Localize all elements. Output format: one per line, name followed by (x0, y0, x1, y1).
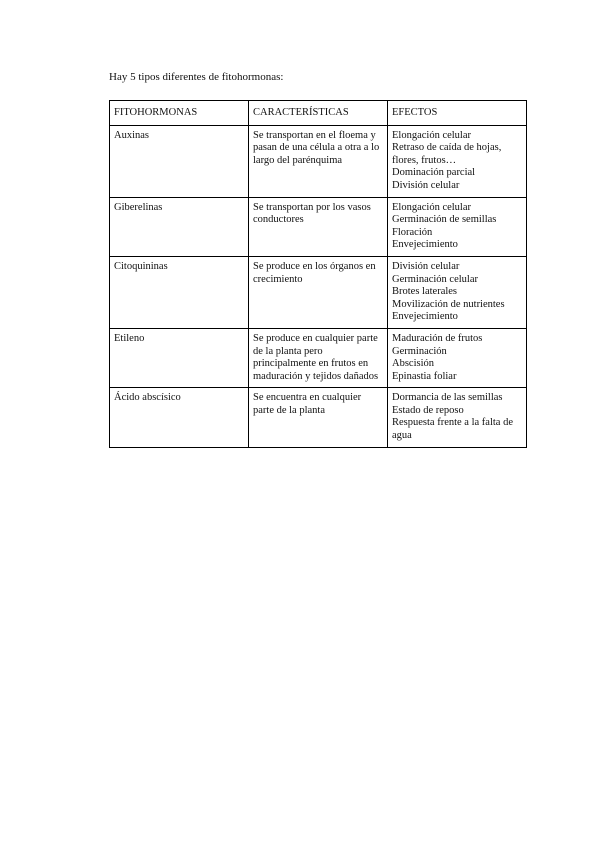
effect-item: División celular (392, 260, 460, 272)
hormone-effects (388, 256, 527, 328)
effect-item: Brotes laterales (392, 286, 458, 298)
effect-item: División celular (392, 179, 460, 191)
hormone-name: Ácido abscísico (110, 388, 249, 447)
hormone-name: Auxinas (110, 125, 249, 197)
header-effects: EFECTOS (388, 101, 527, 126)
table-row (110, 388, 527, 447)
effect-item: Germinación de semillas (392, 214, 497, 226)
effect-item: Envejecimiento (392, 311, 458, 323)
effect-item: Respuesta frente a la falta de agua (392, 417, 513, 442)
header-characteristics: CARACTERÍSTICAS (249, 101, 388, 126)
effect-item: Floración (392, 226, 433, 238)
table-row (110, 328, 527, 387)
hormone-characteristics: Se produce en los órganos en crecimiento (249, 256, 388, 328)
table-row (110, 197, 527, 256)
effect-item: Elongación celular (392, 129, 472, 141)
hormone-characteristics: Se encuentra en cualquier parte de la planta (249, 388, 388, 447)
effect-item: Estado de reposo (392, 404, 464, 416)
effect-item: Germinación (392, 345, 447, 357)
effect-item: Movilización de nutrientes (392, 298, 505, 310)
phytohormones-table (109, 100, 527, 448)
effect-item: Epinastia foliar (392, 370, 457, 382)
hormone-characteristics: Se transportan por los vasos conductores (249, 197, 388, 256)
effect-item: Envejecimiento (392, 239, 458, 251)
effect-item: Dominación parcial (392, 167, 476, 179)
hormone-effects (388, 197, 527, 256)
hormone-name: Citoquininas (110, 256, 249, 328)
hormone-effects (388, 125, 527, 197)
hormone-effects (388, 388, 527, 447)
effect-item: Germinación celular (392, 273, 478, 285)
effect-item: Abscisión (392, 358, 434, 370)
intro-text: Hay 5 tipos diferentes de fitohormonas: (109, 71, 284, 83)
effect-item: Elongación celular (392, 201, 472, 213)
hormone-characteristics: Se transportan en el floema y pasan de una célula a otra a lo largo del parénquima (249, 125, 388, 197)
hormone-name: Giberelinas (110, 197, 249, 256)
effect-item: Dormancia de las semillas (392, 392, 503, 404)
hormone-characteristics: Se produce en cualquier parte de la planta pero principalmente en frutos en maduración y tejidos dañados (249, 328, 388, 387)
effect-item: Maduración de frutos (392, 332, 483, 344)
header-phytohormones: FITOHORMONAS (110, 101, 249, 126)
table-row (110, 256, 527, 328)
hormone-name: Etileno (110, 328, 249, 387)
hormone-effects (388, 328, 527, 387)
table-header-row (110, 101, 527, 126)
table-row (110, 125, 527, 197)
effect-item: Retraso de caída de hojas, flores, frutos… (392, 142, 502, 166)
